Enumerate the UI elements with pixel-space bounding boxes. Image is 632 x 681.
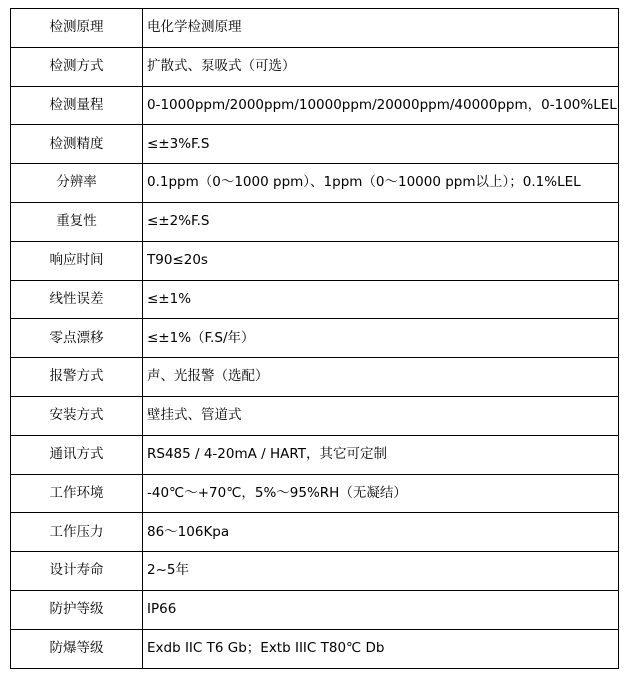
table-row [11,280,619,319]
spec-value: ≤±1%（F.S/年） [143,319,619,358]
table-row [11,358,619,397]
spec-value: Exdb IIC T6 Gb；Extb IIIC T80℃ Db [143,629,619,668]
table-row [11,552,619,591]
spec-value: -40℃～+70℃，5%～95%RH（无凝结） [143,474,619,513]
table-row [11,590,619,629]
spec-value: 2~5年 [143,552,619,591]
spec-table [10,8,619,669]
spec-label: 通讯方式 [11,435,143,474]
spec-value: ≤±3%F.S [143,125,619,164]
table-row [11,86,619,125]
spec-value: ≤±1% [143,280,619,319]
spec-value: 0.1ppm（0～1000 ppm）、1ppm（0～10000 ppm以上）；0.1%LEL [143,164,619,203]
spec-label: 重复性 [11,202,143,241]
spec-value: 电化学检测原理 [143,9,619,48]
spec-value: 声、光报警（选配） [143,358,619,397]
spec-value: RS485 / 4-20mA / HART，其它可定制 [143,435,619,474]
spec-value: T90≤20s [143,241,619,280]
spec-label: 检测方式 [11,47,143,86]
spec-label: 工作环境 [11,474,143,513]
spec-label: 线性误差 [11,280,143,319]
spec-value: 壁挂式、管道式 [143,396,619,435]
spec-value: 扩散式、泵吸式（可选） [143,47,619,86]
table-row [11,513,619,552]
spec-label: 响应时间 [11,241,143,280]
spec-label: 检测精度 [11,125,143,164]
table-row [11,241,619,280]
table-row [11,474,619,513]
spec-table-body [11,9,619,669]
spec-label: 工作压力 [11,513,143,552]
spec-label: 防护等级 [11,590,143,629]
spec-value: 86～106Kpa [143,513,619,552]
table-row [11,9,619,48]
spec-value: 0-1000ppm/2000ppm/10000ppm/20000ppm/40000ppm，0-100%LEL [143,86,619,125]
table-row [11,164,619,203]
table-row [11,629,619,668]
spec-label: 设计寿命 [11,552,143,591]
table-row [11,435,619,474]
spec-label: 报警方式 [11,358,143,397]
spec-label: 检测量程 [11,86,143,125]
spec-label: 零点漂移 [11,319,143,358]
spec-label: 防爆等级 [11,629,143,668]
spec-label: 检测原理 [11,9,143,48]
table-row [11,202,619,241]
spec-label: 分辨率 [11,164,143,203]
table-row [11,125,619,164]
table-row [11,47,619,86]
table-row [11,396,619,435]
table-row [11,319,619,358]
spec-value: IP66 [143,590,619,629]
spec-label: 安装方式 [11,396,143,435]
spec-value: ≤±2%F.S [143,202,619,241]
